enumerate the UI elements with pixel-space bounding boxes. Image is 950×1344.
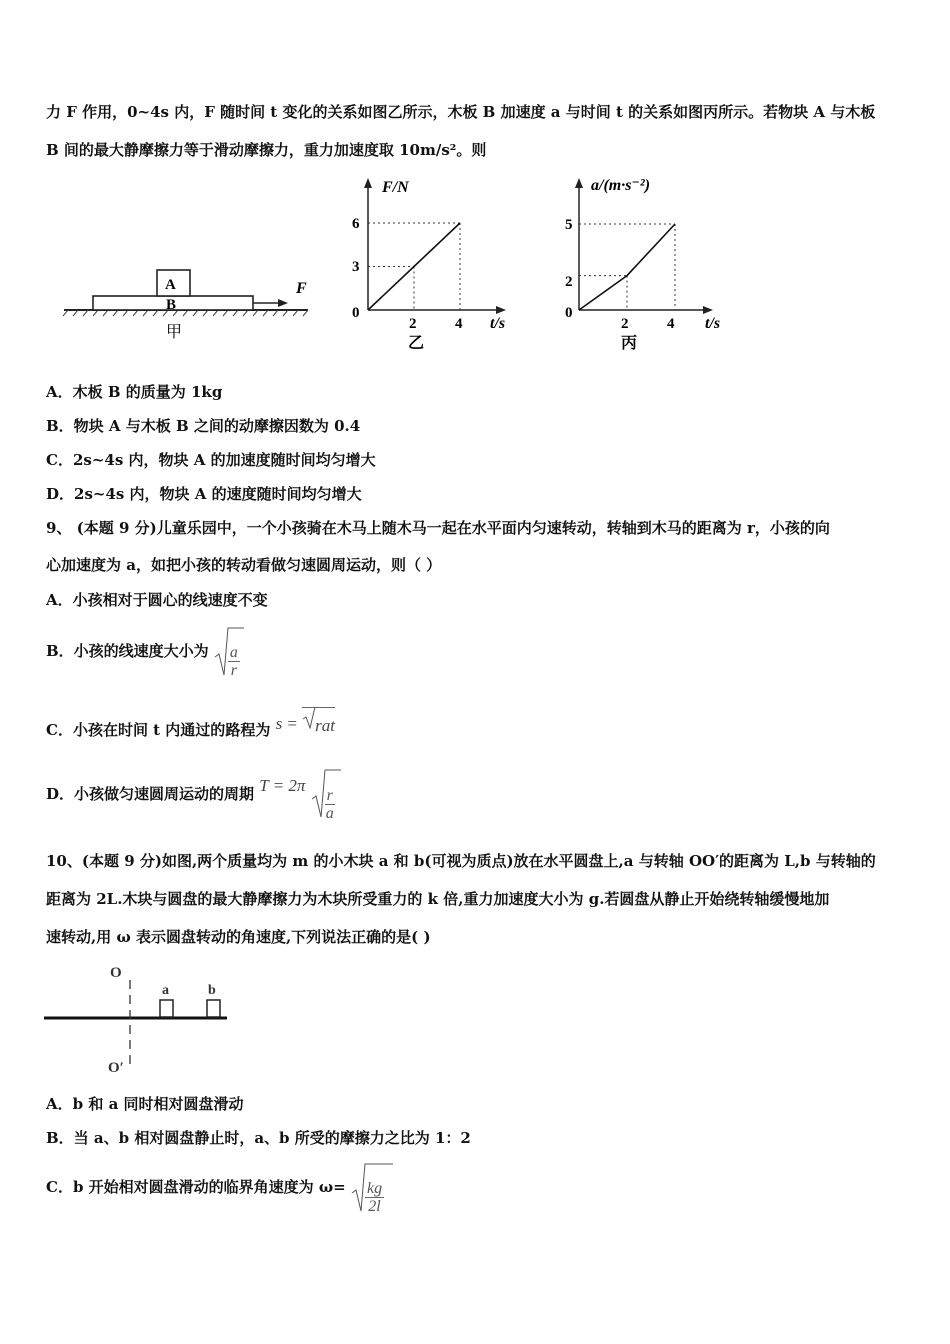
q9-option-d-lhs: T = 2π bbox=[259, 776, 306, 795]
q9-option-d-num: r bbox=[326, 787, 333, 804]
q10-option-c-den: 2l bbox=[368, 1198, 381, 1215]
q10-option-c-text: C．b 开始相对圆盘滑动的临界角速度为 ω= bbox=[46, 1178, 346, 1196]
q9-option-c-rad: rat bbox=[315, 715, 335, 735]
figure-jia bbox=[60, 262, 320, 344]
q9-option-d bbox=[46, 766, 335, 822]
q8-intro-line2: B 间的最大静摩擦力等于滑动摩擦力，重力加速度取 10m/s²。则 bbox=[46, 141, 487, 159]
chart-yi-tick-x2: 2 bbox=[409, 316, 417, 332]
chart-bing-tick-x2: 2 bbox=[621, 316, 629, 332]
label-a: a bbox=[162, 983, 169, 998]
chart-yi-ylabel: F/N bbox=[382, 179, 409, 196]
block-a bbox=[160, 1000, 173, 1017]
q10-option-c bbox=[46, 1160, 384, 1214]
q9-option-c-lhs: s = bbox=[275, 714, 298, 733]
chart-bing-tick-y2: 2 bbox=[565, 274, 573, 290]
force-label: F bbox=[296, 280, 307, 297]
block-b bbox=[207, 1000, 220, 1017]
label-o: O bbox=[110, 965, 122, 981]
chart-bing-xlabel: t/s bbox=[705, 315, 721, 332]
q10-option-b: B．当 a、b 相对圆盘静止时，a、b 所受的摩擦力之比为 1：2 bbox=[46, 1129, 471, 1147]
chart-bing-tick-x0: 0 bbox=[565, 305, 573, 321]
q9-option-d-text: D．小孩做匀速圆周运动的周期 bbox=[46, 785, 255, 803]
q9-option-b-num: a bbox=[229, 644, 238, 661]
q10-option-a: A．b 和 a 同时相对圆盘滑动 bbox=[46, 1095, 244, 1113]
q10-figure bbox=[44, 958, 244, 1078]
q9-option-b-text: B．小孩的线速度大小为 bbox=[46, 642, 209, 660]
q10-option-c-num: kg bbox=[366, 1180, 383, 1197]
q9-option-c bbox=[46, 712, 335, 750]
q10-option-c-formula bbox=[351, 1161, 384, 1215]
caption-jia: 甲 bbox=[166, 324, 183, 341]
chart-yi-tick-y6: 6 bbox=[352, 216, 360, 232]
q10-stem-line3: 速转动,用 ω 表示圆盘转动的角速度,下列说法正确的是( ) bbox=[46, 928, 431, 946]
chart-bing-tick-x4: 4 bbox=[667, 316, 675, 332]
chart-bing-tick-y5: 5 bbox=[565, 217, 573, 233]
q8-intro-line1: 力 F 作用，0~4s 内，F 随时间 t 变化的关系如图乙所示，木板 B 加速度 a 与时间 t 的关系如图丙所示。若物块 A 与木板 bbox=[46, 103, 876, 121]
q8-option-d: D．2s~4s 内，物块 A 的速度随时间均匀增大 bbox=[46, 485, 362, 503]
q10-stem-line2: 距离为 2L.木块与圆盘的最大静摩擦力为木块所受重力的 k 倍,重力加速度大小为 g.若圆盘从静止开始绕转轴缓慢地加 bbox=[46, 890, 830, 908]
q10-stem-line1: 10、(本题 9 分)如图,两个质量均为 m 的小木块 a 和 b(可视为质点)放在水平圆盘上,a 与转轴 OO′的距离为 L,b 与转轴的 bbox=[46, 852, 876, 870]
chart-yi-tick-y3: 3 bbox=[352, 259, 360, 275]
chart-yi-tick-x4: 4 bbox=[455, 316, 463, 332]
q9-option-d-formula bbox=[311, 767, 335, 823]
label-o-prime: O′ bbox=[108, 1060, 124, 1076]
q9-option-b-formula bbox=[214, 625, 240, 679]
chart-yi-xlabel: t/s bbox=[490, 315, 506, 332]
q9-option-d-den: a bbox=[325, 805, 334, 822]
q8-option-a: A．木板 B 的质量为 1kg bbox=[46, 383, 223, 401]
chart-yi-tick-x0: 0 bbox=[352, 305, 360, 321]
board-b-label: B bbox=[166, 297, 177, 313]
chart-yi-caption: 乙 bbox=[408, 335, 425, 352]
chart-bing-caption: 丙 bbox=[621, 335, 638, 352]
chart-bing bbox=[555, 170, 745, 355]
q9-stem-line2: 心加速度为 a，如把小孩的转动看做匀速圆周运动，则（ ） bbox=[46, 556, 442, 574]
q9-stem-line1: 9、 (本题 9 分)儿童乐园中，一个小孩骑在木马上随木马一起在水平面内匀速转动，转轴到木马的距离为 r，小孩的向 bbox=[46, 519, 830, 537]
q9-option-b bbox=[46, 624, 240, 678]
q9-option-b-den: r bbox=[230, 662, 238, 679]
q8-option-b: B．物块 A 与木板 B 之间的动摩擦因数为 0.4 bbox=[46, 417, 361, 435]
block-a-label: A bbox=[165, 277, 176, 293]
label-b: b bbox=[208, 983, 216, 998]
chart-yi bbox=[340, 170, 520, 355]
q9-option-c-text: C．小孩在时间 t 内通过的路程为 bbox=[46, 721, 271, 739]
q9-option-a: A．小孩相对于圆心的线速度不变 bbox=[46, 591, 268, 609]
q8-option-c: C．2s~4s 内，物块 A 的加速度随时间均匀增大 bbox=[46, 451, 376, 469]
chart-bing-ylabel: a/(m·s⁻²) bbox=[591, 177, 651, 194]
